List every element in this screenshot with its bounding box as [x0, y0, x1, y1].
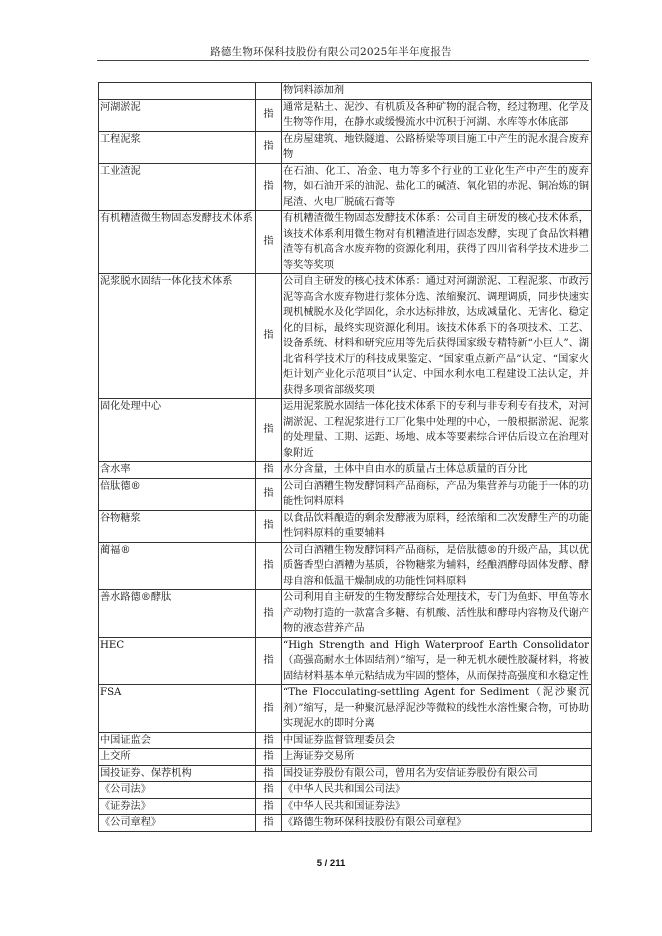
term-cell: 含水率	[99, 462, 256, 479]
table-row	[99, 798, 592, 815]
term-cell: 《证券法》	[99, 798, 256, 815]
term-cell: 倍肽德®	[99, 478, 256, 510]
term-cell: 蔺福®	[99, 542, 256, 590]
definition-cell: 公司白酒糟生物发酵饲料产品商标，产品为集营养与功能于一体的功能性饲料原料	[282, 478, 592, 510]
table-row	[99, 274, 592, 399]
table-row	[99, 637, 592, 685]
ref-cell: 指	[256, 99, 282, 131]
glossary-table	[98, 82, 592, 832]
definition-cell: 中国证券监督管理委员会	[282, 732, 592, 749]
table-row	[99, 732, 592, 749]
term-cell: 固化处理中心	[99, 399, 256, 462]
ref-cell	[256, 83, 282, 100]
table-row	[99, 99, 592, 131]
definition-cell: 以食品饮料酿造的剩余发酵液为原料，经浓缩和二次发酵生产的功能性饲料原料的重要辅料	[282, 510, 592, 542]
term-cell: 河湖淤泥	[99, 99, 256, 131]
term-cell: HEC	[99, 637, 256, 685]
definition-cell: 公司自主研发的核心技术体系：通过对河湖淤泥、工程泥浆、市政污泥等高含水废弃物进行浆体分选、浓缩聚沉、调理调质，同步快速实现机械脱水及化学固化，余水达标排放，达成减量化、无害化、稳定化的目标，最终实现资源化利用。该技术体系下的各项技术、工艺、设备系统、材料和研究应用等先后获得国家级专精特新“小巨人”、湖北省科学技术厅的科技成果鉴定、“国家重点新产品”认定、“国家火炬计划产业化示范项目”认定、中国水利水电工程建设工法认定，并获得多项省部级奖项	[282, 274, 592, 399]
ref-cell: 指	[256, 211, 282, 274]
term-cell	[99, 83, 256, 100]
term-cell: 泥浆脱水固结一体化技术体系	[99, 274, 256, 399]
term-cell: 工业渣泥	[99, 163, 256, 211]
table-row	[99, 749, 592, 766]
table-row	[99, 590, 592, 638]
ref-cell: 指	[256, 749, 282, 766]
table-row	[99, 478, 592, 510]
definition-cell: 《中华人民共和国证券法》	[282, 798, 592, 815]
ref-cell: 指	[256, 798, 282, 815]
table-row	[99, 765, 592, 782]
definition-cell: 上海证券交易所	[282, 749, 592, 766]
ref-cell: 指	[256, 685, 282, 733]
ref-cell: 指	[256, 462, 282, 479]
ref-cell: 指	[256, 732, 282, 749]
table-row	[99, 83, 592, 100]
definition-cell: 《中华人民共和国公司法》	[282, 782, 592, 799]
ref-cell: 指	[256, 510, 282, 542]
ref-cell: 指	[256, 274, 282, 399]
table-row	[99, 131, 592, 163]
header-divider	[97, 60, 589, 61]
ref-cell: 指	[256, 782, 282, 799]
table-row	[99, 163, 592, 211]
ref-cell: 指	[256, 542, 282, 590]
table-row	[99, 815, 592, 832]
definition-cell: 水分含量，土体中自由水的质量占土体总质量的百分比	[282, 462, 592, 479]
ref-cell: 指	[256, 815, 282, 832]
definition-cell: 物饲料添加剂	[282, 83, 592, 100]
term-cell: FSA	[99, 685, 256, 733]
term-cell: 《公司法》	[99, 782, 256, 799]
table-row	[99, 542, 592, 590]
definition-cell: 运用泥浆脱水固结一体化技术体系下的专利与非专利专有技术，对河湖淤泥、工程泥浆进行工厂化集中处理的中心，一般根据淤泥、泥浆的处理量、工期、运距、场地、成本等要素综合评估后设立在治理对象附近	[282, 399, 592, 462]
ref-cell: 指	[256, 399, 282, 462]
ref-cell: 指	[256, 163, 282, 211]
definition-cell: “The Flocculating-settling Agent for Sediment（泥沙聚沉剂）”缩写，是一种聚沉悬浮泥沙等微粒的线性水溶性聚合物，可协助实现泥水的即时分离	[282, 685, 592, 733]
ref-cell: 指	[256, 590, 282, 638]
table-row	[99, 211, 592, 274]
term-cell: 善水路德®酵肽	[99, 590, 256, 638]
table-row	[99, 510, 592, 542]
term-cell: 《公司章程》	[99, 815, 256, 832]
ref-cell: 指	[256, 478, 282, 510]
definition-cell: 在房屋建筑、地铁隧道、公路桥梁等项目施工中产生的泥水混合废弃物	[282, 131, 592, 163]
term-cell: 上交所	[99, 749, 256, 766]
term-cell: 工程泥浆	[99, 131, 256, 163]
definition-cell: 公司利用自主研发的生物发酵综合处理技术，专门为鱼虾、甲鱼等水产动物打造的一款富含多糖、有机酸、活性肽和酵母内容物及代谢产物的液态营养产品	[282, 590, 592, 638]
term-cell: 谷物糖浆	[99, 510, 256, 542]
table-row	[99, 685, 592, 733]
table-row	[99, 399, 592, 462]
definition-cell: 《路德生物环保科技股份有限公司章程》	[282, 815, 592, 832]
definition-cell: 公司白酒糟生物发酵饲料产品商标，是倍肽德®的升级产品，其以优质酱香型白酒糟为基质，谷物糖浆为辅料，经酿酒酵母固体发酵、酵母自溶和低温干燥制成的功能性饲料原料	[282, 542, 592, 590]
table-row	[99, 462, 592, 479]
definition-cell: 有机糟渣微生物固态发酵技术体系：公司自主研发的核心技术体系，该技术体系利用微生物对有机糟渣进行固态发酵，实现了食品饮料糟渣等有机高含水废弃物的资源化利用，获得了四川省科学技术进步二等奖等奖项	[282, 211, 592, 274]
definition-cell: 在石油、化工、冶金、电力等多个行业的工业化生产中产生的废弃物，如石油开采的油泥、盐化工的碱渣、氧化铝的赤泥、铜冶炼的铜尾渣、火电厂脱硫石膏等	[282, 163, 592, 211]
definition-cell: 国投证券股份有限公司，曾用名为安信证券股份有限公司	[282, 765, 592, 782]
ref-cell: 指	[256, 637, 282, 685]
term-cell: 有机糟渣微生物固态发酵技术体系	[99, 211, 256, 274]
page-number: 5 / 211	[316, 858, 346, 869]
ref-cell: 指	[256, 765, 282, 782]
definition-cell: 通常是粘土、泥沙、有机质及各种矿物的混合物，经过物理、化学及生物等作用，在静水或缓慢流水中沉积于河湖、水库等水体底部	[282, 99, 592, 131]
report-header: 路德生物环保科技股份有限公司2025年半年度报告	[210, 46, 452, 58]
term-cell: 中国证监会	[99, 732, 256, 749]
term-cell: 国投证券、保荐机构	[99, 765, 256, 782]
table-row	[99, 782, 592, 799]
ref-cell: 指	[256, 131, 282, 163]
definition-cell: “High Strength and High Waterproof Earth Consolidator（高强高耐水土体固结剂）”缩写，是一种无机水硬性胶凝材料，将被固结材料基本单元粘结成为牢固的整体，从而保持高强度和水稳定性	[282, 637, 592, 685]
